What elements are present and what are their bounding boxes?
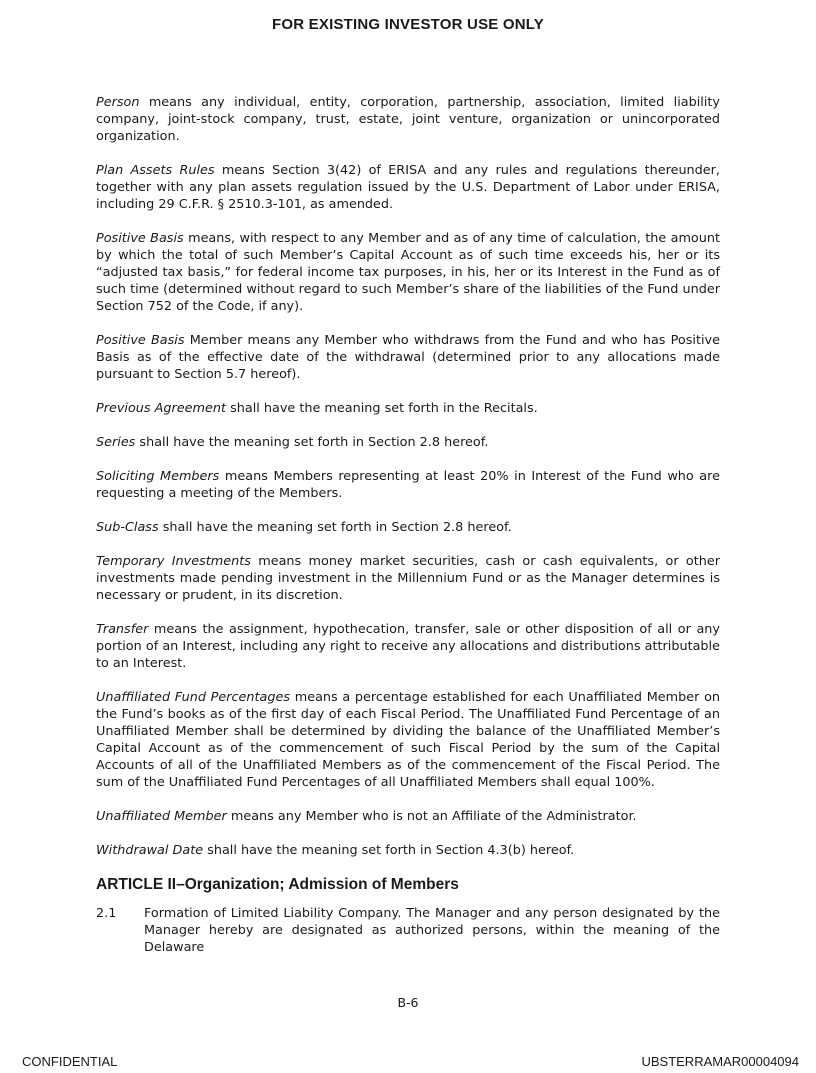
document-body (96, 94, 720, 956)
definition-term: Previous Agreement (96, 401, 227, 416)
definition-text: means, with respect to any Member and as of any time of calculation, the amount by which the total of such Member’s Capital Account as of such time exceeds his, her or its “adjusted tax basis,” for federal income tax purposes, in his, her or its Interest in the Fund as of such time (determined without regard to such Member’s share of the liabilities of the Fund under Section 752 of the Code, if any). (96, 231, 720, 314)
definition-term: Temporary Investments (96, 554, 251, 569)
confidential-label: CONFIDENTIAL (22, 1054, 118, 1069)
definition-previous-agreement (96, 400, 720, 417)
definition-unaffiliated-member (96, 808, 720, 825)
definition-person (96, 94, 720, 145)
confidentiality-banner: FOR EXISTING INVESTOR USE ONLY (272, 16, 544, 33)
page-number: B-6 (397, 995, 419, 1010)
definition-term: Unaffiliated Fund Percentages (96, 690, 291, 705)
definition-term: Withdrawal Date (96, 843, 204, 858)
definition-text: shall have the meaning set forth in Section 2.8 hereof. (158, 520, 512, 535)
definition-positive-basis (96, 230, 720, 315)
definition-text: means the assignment, hypothecation, transfer, sale or other disposition of all or any portion of an Interest, including any right to receive any allocations and distributions attributable to an Interest. (96, 622, 720, 671)
definition-term: Sub-Class (96, 520, 159, 535)
definition-text: means any individual, entity, corporation, partnership, association, limited liability company, joint-stock company, trust, estate, joint venture, organization or unincorporated organization. (96, 95, 720, 144)
definition-term: Soliciting Members (96, 469, 220, 484)
definition-withdrawal-date (96, 842, 720, 859)
definition-text: means Members representing at least 20% in Interest of the Fund who are requesting a meeting of the Members. (96, 469, 720, 501)
definition-text: means money market securities, cash or cash equivalents, or other investments made pending investment in the Millennium Fund or as the Manager determines is necessary or prudent, in its discretion. (96, 554, 720, 603)
definition-series (96, 434, 720, 451)
definition-plan-assets-rules (96, 162, 720, 213)
section-number: 2.1 (96, 906, 117, 921)
definition-term: Positive Basis (96, 333, 185, 348)
definition-term: Unaffiliated Member (96, 809, 227, 824)
definition-term: Series (96, 435, 136, 450)
definition-sub-class (96, 519, 720, 536)
definition-term: Plan Assets Rules (96, 163, 215, 178)
section-2-1 (96, 905, 720, 956)
section-text: Formation of Limited Liability Company. The Manager and any person designated by the Manager hereby are designated as authorized persons, within the meaning of the Delaware (144, 906, 720, 955)
definition-text: Member means any Member who withdraws from the Fund and who has Positive Basis as of the effective date of the withdrawal (determined prior to any allocations made pursuant to Section 5.7 hereof). (96, 333, 720, 382)
definition-temporary-investments (96, 553, 720, 604)
definition-term: Positive Basis (96, 231, 184, 246)
bates-number: UBSTERRAMAR00004094 (641, 1054, 799, 1069)
definition-positive-basis-member (96, 332, 720, 383)
definition-text: shall have the meaning set forth in the Recitals. (226, 401, 538, 416)
definition-text: shall have the meaning set forth in Section 2.8 hereof. (135, 435, 489, 450)
definition-text: means any Member who is not an Affiliate of the Administrator. (226, 809, 637, 824)
definition-transfer (96, 621, 720, 672)
definition-soliciting-members (96, 468, 720, 502)
article-heading: ARTICLE II–Organization; Admission of Members (96, 876, 459, 893)
definition-text: means Section 3(42) of ERISA and any rules and regulations thereunder, together with any plan assets regulation issued by the U.S. Department of Labor under ERISA, including 29 C.F.R. § 2510.3-101, as amended. (96, 163, 720, 212)
definition-unaffiliated-fund-percentages (96, 689, 720, 791)
definition-term: Person (96, 95, 140, 110)
definition-text: means a percentage established for each Unaffiliated Member on the Fund’s books as of the first day of each Fiscal Period. The Unaffiliated Fund Percentage of an Unaffiliated Member shall be determined by dividing the balance of the Unaffiliated Member’s Capital Account as of the commencement of such Fiscal Period by the sum of the Capital Accounts of all of the Unaffiliated Members as of the commencement of the Fiscal Period. The sum of the Unaffiliated Fund Percentages of all Unaffiliated Members shall equal 100%. (96, 690, 721, 790)
definition-text: shall have the meaning set forth in Section 4.3(b) hereof. (203, 843, 575, 858)
definition-term: Transfer (96, 622, 149, 637)
